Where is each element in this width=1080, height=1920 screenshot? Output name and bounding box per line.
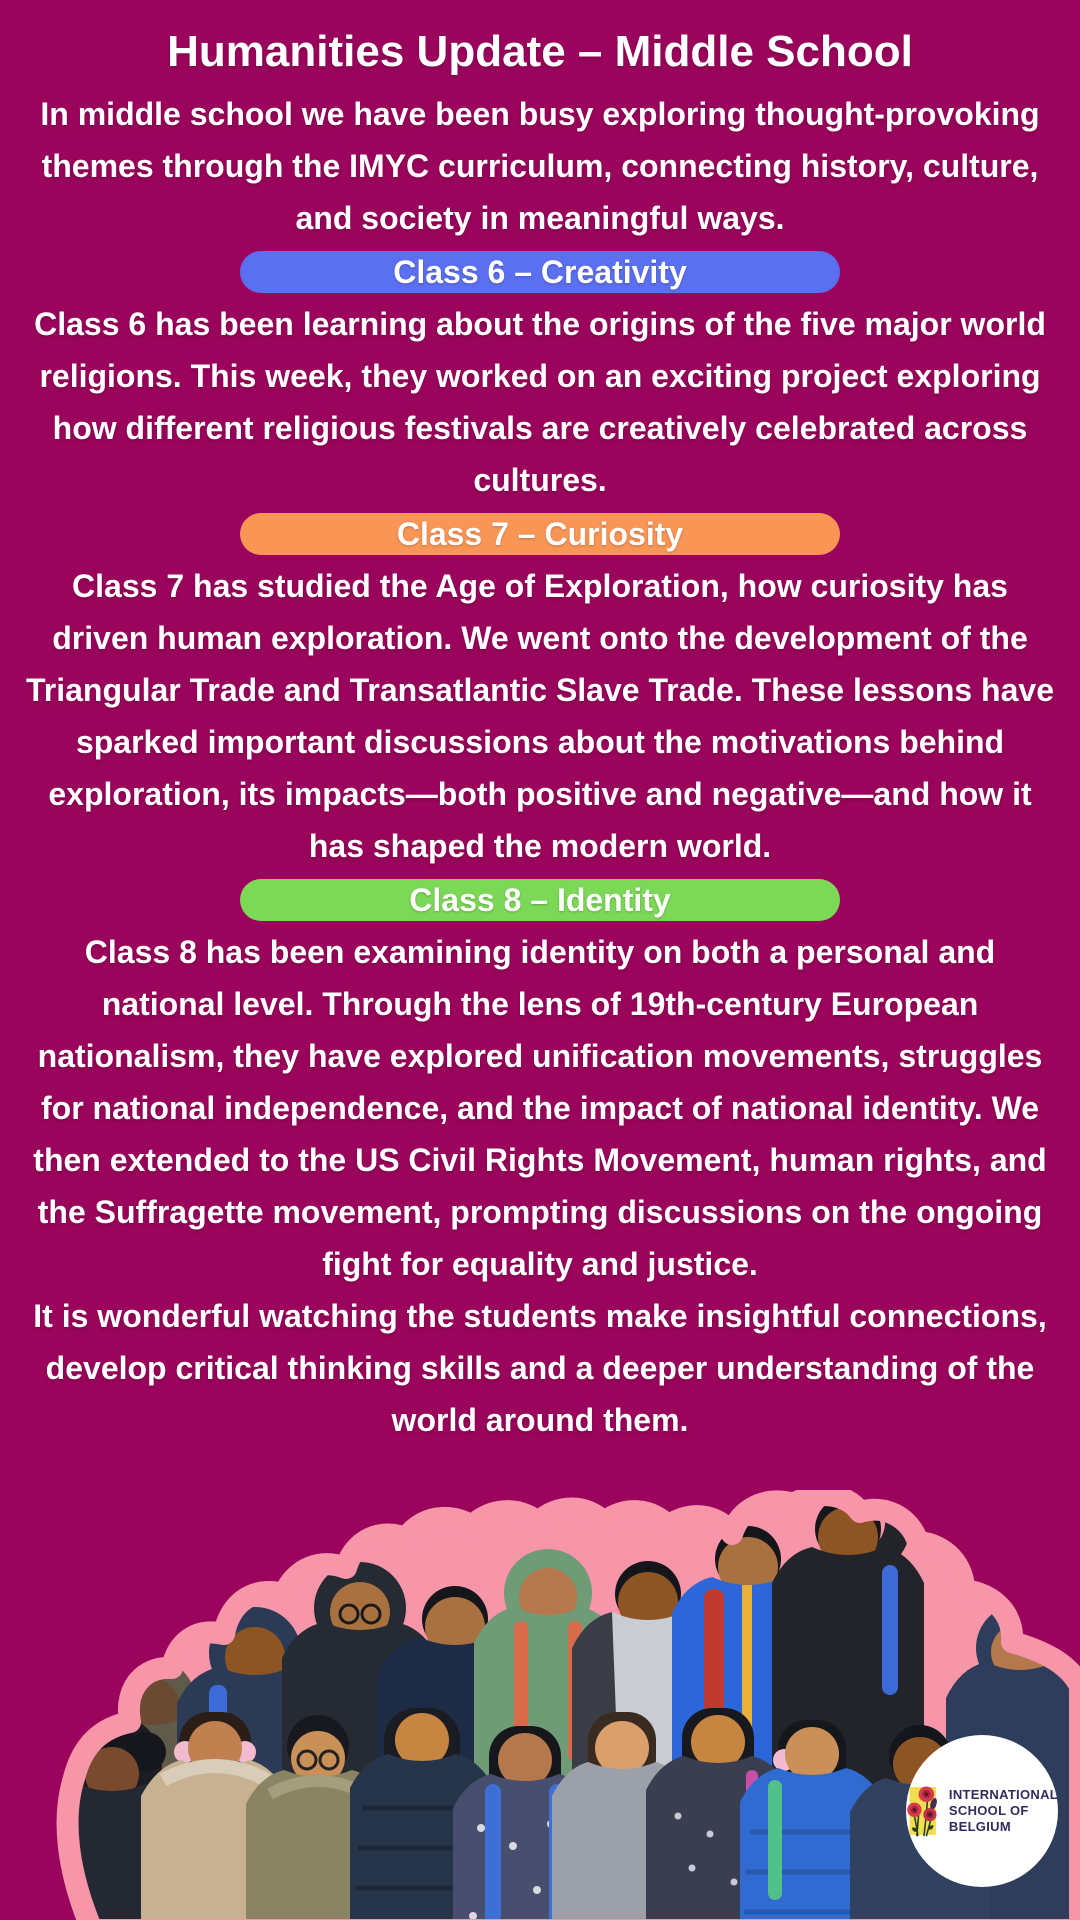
class-8-badge: Class 8 – Identity [240, 879, 840, 921]
class-8-paragraph: Class 8 has been examining identity on both a personal and national level. Through the lens of 19th-century European nationalism, they have explored unification movements, struggles for national independence, and the impact of national identity. We then extended to the US Civil Rights Movement, human rights, and the Suffragette movement, prompting discussions on the ongoing fight for equality and justice. [33, 934, 1047, 1282]
class-6-paragraph: Class 6 has been learning about the origins of the five major world religions. This week, they worked on an exciting project exploring how different religious festivals are creatively celebrated across cultures. [34, 306, 1046, 498]
students-group-photo [0, 1490, 1080, 1920]
logo-line-3: BELGIUM [948, 1819, 1011, 1834]
intro-paragraph: In middle school we have been busy exploring thought-provoking themes through the IMYC curriculum, connecting history, culture, and society in meaningful ways. [40, 96, 1040, 236]
students-photo-illustration [0, 1490, 1080, 1920]
logo-line-1: INTERNATIONAL [948, 1787, 1058, 1802]
logo-line-2: SCHOOL OF [948, 1803, 1029, 1818]
class-6-badge: Class 6 – Creativity [240, 251, 840, 293]
closing-paragraph: It is wonderful watching the students make insightful connections, develop critical thinking skills and a deeper understanding of the world around them. [33, 1298, 1047, 1438]
poppy-flowers-icon [906, 1768, 942, 1854]
class-7-badge: Class 7 – Curiosity [240, 513, 840, 555]
page-title: Humanities Update – Middle School [167, 27, 913, 76]
school-logo-text [949, 1787, 1058, 1835]
school-logo [906, 1735, 1058, 1887]
class-7-paragraph: Class 7 has studied the Age of Exploration, how curiosity has driven human exploration. We went onto the development of the Triangular Trade and Transatlantic Slave Trade. These lessons have sparked important discussions about the motivations behind exploration, its impacts—both positive and negative—and how it has shaped the modern world. [26, 568, 1054, 864]
